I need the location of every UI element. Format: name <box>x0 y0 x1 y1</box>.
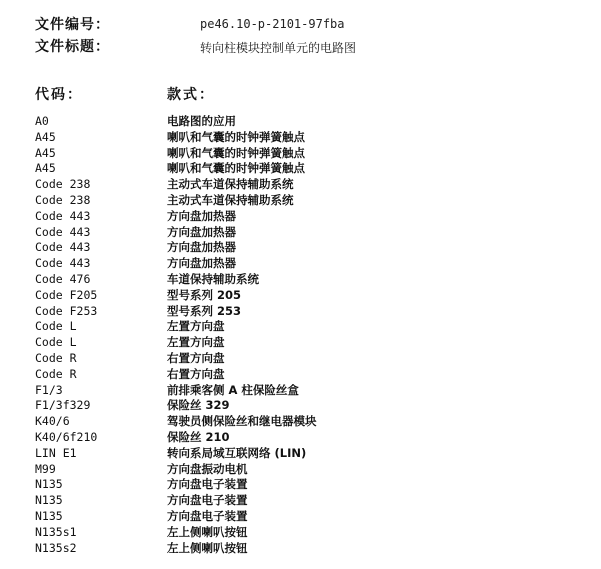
component-code: F1/3f329 <box>35 398 91 413</box>
list-item <box>0 161 601 177</box>
component-code: N135 <box>35 493 63 508</box>
component-code: K40/6 <box>35 414 70 429</box>
component-description: 左置方向盘 <box>167 319 225 334</box>
component-description: 方向盘加热器 <box>167 224 236 239</box>
list-item <box>0 114 601 130</box>
component-description: 主动式车道保持辅助系统 <box>167 192 294 207</box>
component-description: 方向盘加热器 <box>167 256 236 271</box>
list-item <box>0 477 601 493</box>
list-item <box>0 335 601 351</box>
file-number-value: pe46.10-p-2101-97fba <box>200 17 345 31</box>
component-code: N135s2 <box>35 540 77 555</box>
component-description: 方向盘电子装置 <box>167 493 248 508</box>
list-item <box>0 209 601 225</box>
component-code: Code 443 <box>35 224 91 239</box>
component-description: 前排乘客侧 A 柱保险丝盒 <box>167 382 299 397</box>
component-code: Code 443 <box>35 240 91 255</box>
component-description: 喇叭和气囊的时钟弹簧触点 <box>167 161 305 176</box>
list-item <box>0 414 601 430</box>
component-list <box>0 114 601 556</box>
list-item <box>0 351 601 367</box>
list-item <box>0 509 601 525</box>
component-description: 方向盘电子装置 <box>167 477 248 492</box>
component-code: F1/3 <box>35 382 63 397</box>
model-column-header: 款式： <box>167 87 215 103</box>
component-code: Code 443 <box>35 208 91 223</box>
file-title-label: 文件标题： <box>35 39 110 55</box>
component-description: 方向盘加热器 <box>167 208 236 223</box>
list-item <box>0 446 601 462</box>
component-description: 驾驶员侧保险丝和继电器模块 <box>167 414 317 429</box>
component-code: Code 443 <box>35 256 91 271</box>
component-description: 喇叭和气囊的时钟弹簧触点 <box>167 129 305 144</box>
component-description: 保险丝 210 <box>167 429 230 444</box>
component-description: 方向盘振动电机 <box>167 461 248 476</box>
component-code: Code F205 <box>35 287 98 302</box>
component-code: Code 238 <box>35 192 91 207</box>
component-code: LIN E1 <box>35 445 77 460</box>
component-description: 左上侧喇叭按钮 <box>167 524 248 539</box>
list-item <box>0 193 601 209</box>
component-description: 电路图的应用 <box>167 114 236 128</box>
component-code: Code R <box>35 366 77 381</box>
component-description: 左置方向盘 <box>167 335 225 350</box>
component-code: N135s1 <box>35 524 77 539</box>
component-description: 右置方向盘 <box>167 350 225 365</box>
code-column-header: 代码： <box>35 87 83 103</box>
component-code: A0 <box>35 114 49 128</box>
component-code: N135 <box>35 477 63 492</box>
component-description: 车道保持辅助系统 <box>167 271 259 286</box>
list-item <box>0 304 601 320</box>
component-description: 主动式车道保持辅助系统 <box>167 177 294 192</box>
list-item <box>0 256 601 272</box>
component-description: 型号系列 205 <box>167 287 242 302</box>
component-code: A45 <box>35 129 56 144</box>
file-title-value: 转向柱模块控制单元的电路图 <box>200 41 357 55</box>
component-description: 左上侧喇叭按钮 <box>167 540 248 555</box>
component-description: 转向系局域互联网络 (LIN) <box>167 445 307 460</box>
component-code: Code L <box>35 319 77 334</box>
component-code: Code 238 <box>35 177 91 192</box>
list-item <box>0 319 601 335</box>
component-code: M99 <box>35 461 56 476</box>
list-item <box>0 288 601 304</box>
component-code: Code R <box>35 350 77 365</box>
component-code: K40/6f210 <box>35 429 98 444</box>
list-item <box>0 462 601 478</box>
list-item <box>0 272 601 288</box>
component-code: Code F253 <box>35 303 98 318</box>
list-item <box>0 146 601 162</box>
component-code: Code 476 <box>35 271 91 286</box>
list-item <box>0 240 601 256</box>
list-item <box>0 541 601 557</box>
component-code: A45 <box>35 161 56 176</box>
component-description: 保险丝 329 <box>167 398 230 413</box>
list-item <box>0 367 601 383</box>
list-item <box>0 225 601 241</box>
list-item <box>0 383 601 399</box>
component-description: 喇叭和气囊的时钟弹簧触点 <box>167 145 305 160</box>
component-description: 方向盘电子装置 <box>167 508 248 523</box>
list-item <box>0 177 601 193</box>
list-item <box>0 130 601 146</box>
component-code: A45 <box>35 145 56 160</box>
list-item <box>0 430 601 446</box>
list-item <box>0 493 601 509</box>
list-item <box>0 525 601 541</box>
component-code: N135 <box>35 508 63 523</box>
component-description: 右置方向盘 <box>167 366 225 381</box>
list-item <box>0 398 601 414</box>
component-code: Code L <box>35 335 77 350</box>
component-description: 型号系列 253 <box>167 303 242 318</box>
component-description: 方向盘加热器 <box>167 240 236 255</box>
file-number-label: 文件编号： <box>35 17 110 33</box>
